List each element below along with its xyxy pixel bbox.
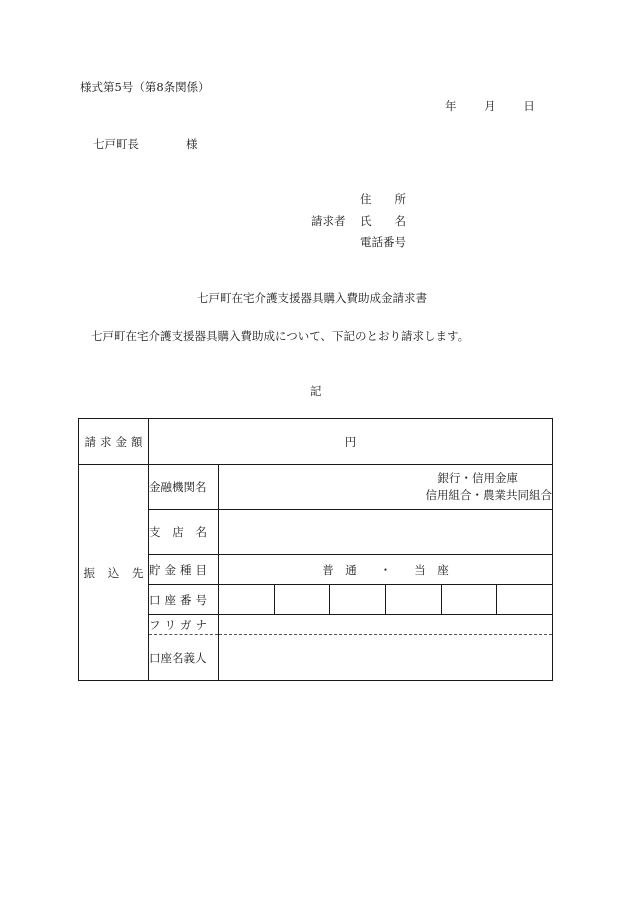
requester-phone-label: 電話番号 xyxy=(360,235,406,249)
deposit-type-field[interactable] xyxy=(219,555,553,585)
amount-row xyxy=(79,419,553,465)
account-number-field[interactable] xyxy=(219,585,553,615)
yen-unit: 円 xyxy=(344,434,357,449)
request-table xyxy=(78,418,553,681)
ki-heading: 記 xyxy=(310,384,322,398)
deposit-type-row xyxy=(79,555,553,585)
account-digit-cell[interactable] xyxy=(329,585,385,614)
form-number: 様式第5号（第8条関係） xyxy=(80,80,210,94)
bank-name-field[interactable] xyxy=(219,465,553,510)
addressee-mayor: 七戸町長 xyxy=(93,137,139,151)
account-holder-row xyxy=(79,635,553,681)
account-digit-cell[interactable] xyxy=(385,585,441,614)
branch-row xyxy=(79,510,553,555)
account-digit-cell[interactable] xyxy=(496,585,552,614)
requester-address-label: 住 所 xyxy=(360,192,406,206)
account-number-row xyxy=(79,585,553,615)
account-holder-label: 口座名義人 xyxy=(149,635,219,681)
amount-label: 請 求 金 額 xyxy=(79,419,149,465)
date-day: 日 xyxy=(523,99,535,113)
document-title: 七戸町在宅介護支援器具購入費助成金請求書 xyxy=(197,291,427,305)
account-digit-cell[interactable] xyxy=(274,585,330,614)
furigana-field[interactable] xyxy=(219,615,553,635)
amount-field[interactable] xyxy=(149,419,553,465)
deposit-type-label: 貯 金 種 目 xyxy=(149,555,219,585)
bank-name-row xyxy=(79,465,553,510)
transfer-label: 振 込 先 xyxy=(79,465,149,681)
furigana-label: フ リ ガ ナ xyxy=(149,615,219,635)
requester-name-label: 氏 名 xyxy=(360,214,406,228)
deposit-type-options[interactable]: 普 通 ・ 当 座 xyxy=(322,562,449,577)
branch-label: 支 店 名 xyxy=(149,510,219,555)
requester-label: 請求者 xyxy=(311,214,346,228)
account-digit-cell[interactable] xyxy=(219,585,274,614)
branch-field[interactable] xyxy=(219,510,553,555)
bank-types-line1: 銀行・信用金庫 xyxy=(437,471,518,486)
account-holder-field[interactable] xyxy=(219,635,553,681)
date-year: 年 xyxy=(445,99,457,113)
bank-types-line2: 信用組合・農業共同組合 xyxy=(425,488,552,502)
date-month: 月 xyxy=(484,99,496,113)
account-number-label: 口 座 番 号 xyxy=(149,585,219,615)
account-digit-cell[interactable] xyxy=(441,585,497,614)
bank-name-label: 金融機関名 xyxy=(149,465,219,510)
body-text: 七戸町在宅介護支援器具購入費助成について、下記のとおり請求します。 xyxy=(91,329,470,343)
furigana-row xyxy=(79,615,553,635)
addressee-honorific: 様 xyxy=(186,137,198,151)
date-line xyxy=(445,101,535,113)
